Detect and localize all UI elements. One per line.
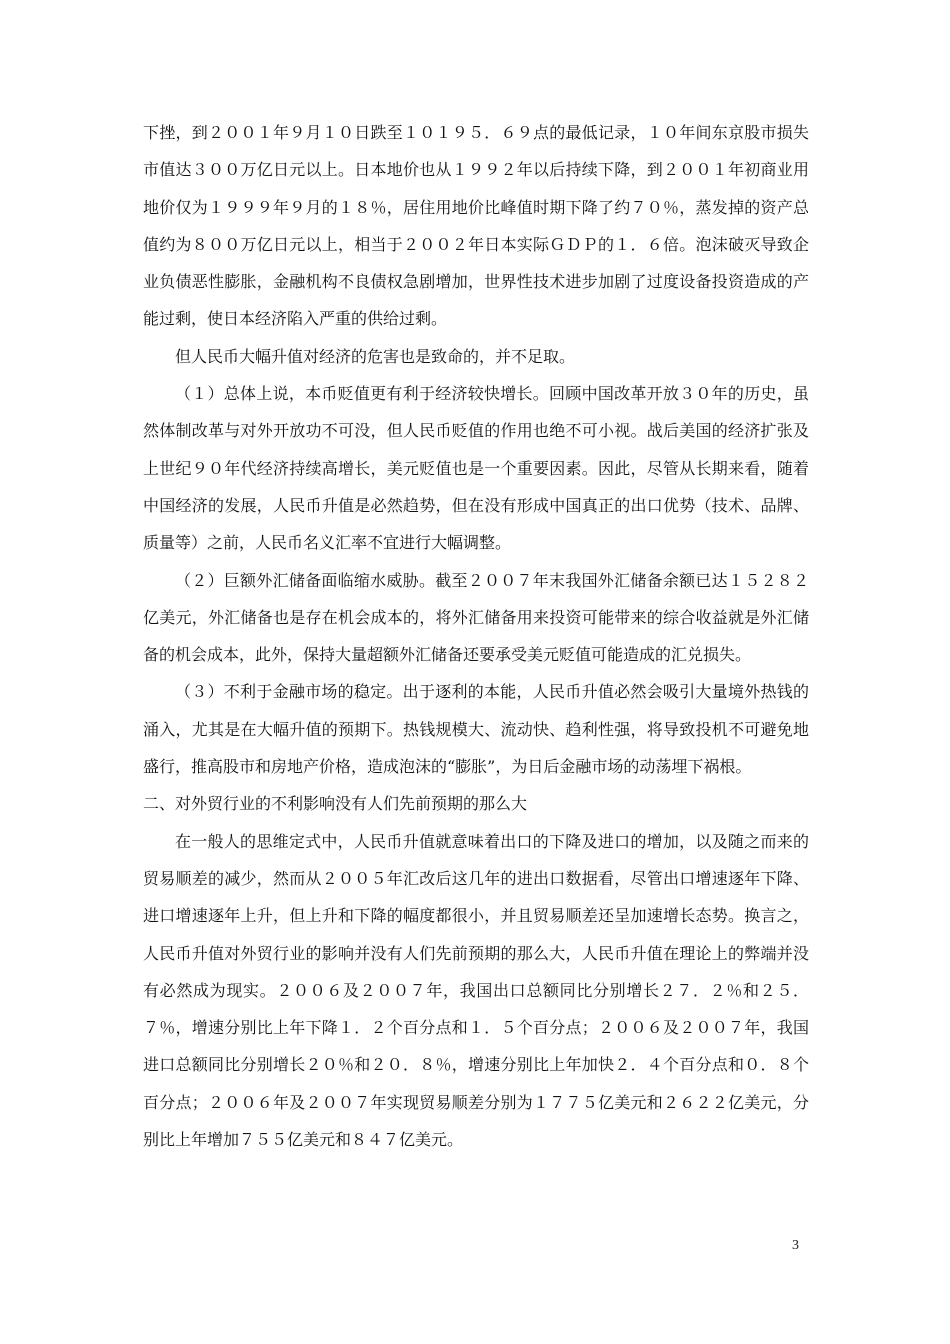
paragraph-point-3: （３）不利于金融市场的稳定。出于逐利的本能，人民币升值必然会吸引大量境外热钱的涌入，尤其是在大幅升值的预期下。热钱规模大、流动快、趋利性强，将导致投机不可避免地盛行，推高股市和房地产价格，造成泡沫的“膨胀”，为日后金融市场的动荡埋下祸根。 xyxy=(143,682,809,777)
body-text xyxy=(143,114,809,1158)
section-heading: 二、对外贸行业的不利影响没有人们先前预期的那么大 xyxy=(143,794,528,814)
paragraph-point-1: （１）总体上说，本币贬值更有利于经济较快增长。回顾中国改革开放３０年的历史，虽然体制改革与对外开放功不可没，但人民币贬值的作用也绝不可小视。战后美国的经济扩张及上世纪９０年代经济持续高增长，美元贬值也是一个重要因素。因此，尽管从长期来看，随着中国经济的发展，人民币升值是必然趋势，但在没有形成中国真正的出口优势（技术、品牌、质量等）之前，人民币名义汇率不宜进行大幅调整。 xyxy=(143,384,809,553)
paragraph-trade: 在一般人的思维定式中，人民币升值就意味着出口的下降及进口的增加，以及随之而来的贸易顺差的减少，然而从２００５年汇改后这几年的进出口数据看，尽管出口增速逐年下降、进口增速逐年上升，但上升和下降的幅度都很小，并且贸易顺差还呈加速增长态势。换言之，人民币升值对外贸行业的影响并没有人们先前预期的那么大，人民币升值在理论上的弊端并没有必然成为现实。２００６及２００７年，我国出口总额同比分别增长２７．２％和２５．７％，增速分别比上年下降１．２个百分点和１．５个百分点；２００６及２００７年，我国进口总额同比分别增长２０％和２０．８％，增速分别比上年加快２．４个百分点和０．８个百分点；２００６年及２００７年实现贸易顺差分别为１７７５亿美元和２６２２亿美元，分别比上年增加７５５亿美元和８４７亿美元。 xyxy=(143,831,809,1150)
paragraph-continuation: 下挫，到２００１年９月１０日跌至１０１９５．６９点的最低记录，１０年间东京股市损失市值达３００万亿日元以上。日本地价也从１９９２年以后持续下降，到２００１年初商业用地价仅为１９９９年９月的１８％，居住用地价比峰值时期下降了约７０％，蒸发掉的资产总值约为８００万亿日元以上，相当于２００２年日本实际ＧＤＰ的１．６倍。泡沫破灭导致企业负债恶性膨胀，金融机构不良债权急剧增加，世界性技术进步加剧了过度设备投资造成的产能过剩，使日本经济陷入严重的供给过剩。 xyxy=(143,123,809,329)
paragraph-point-2: （２）巨额外汇储备面临缩水威胁。截至２００７年末我国外汇储备余额已达１５２８２亿美元，外汇储备也是存在机会成本的，将外汇储备用来投资可能带来的综合收益就是外汇储备的机会成本，此外，保持大量超额外汇储备还要承受美元贬值可能造成的汇兑损失。 xyxy=(143,570,809,665)
page-number: 3 xyxy=(792,1238,799,1253)
paragraph-harm: 但人民币大幅升值对经济的危害也是致命的，并不足取。 xyxy=(175,346,576,366)
